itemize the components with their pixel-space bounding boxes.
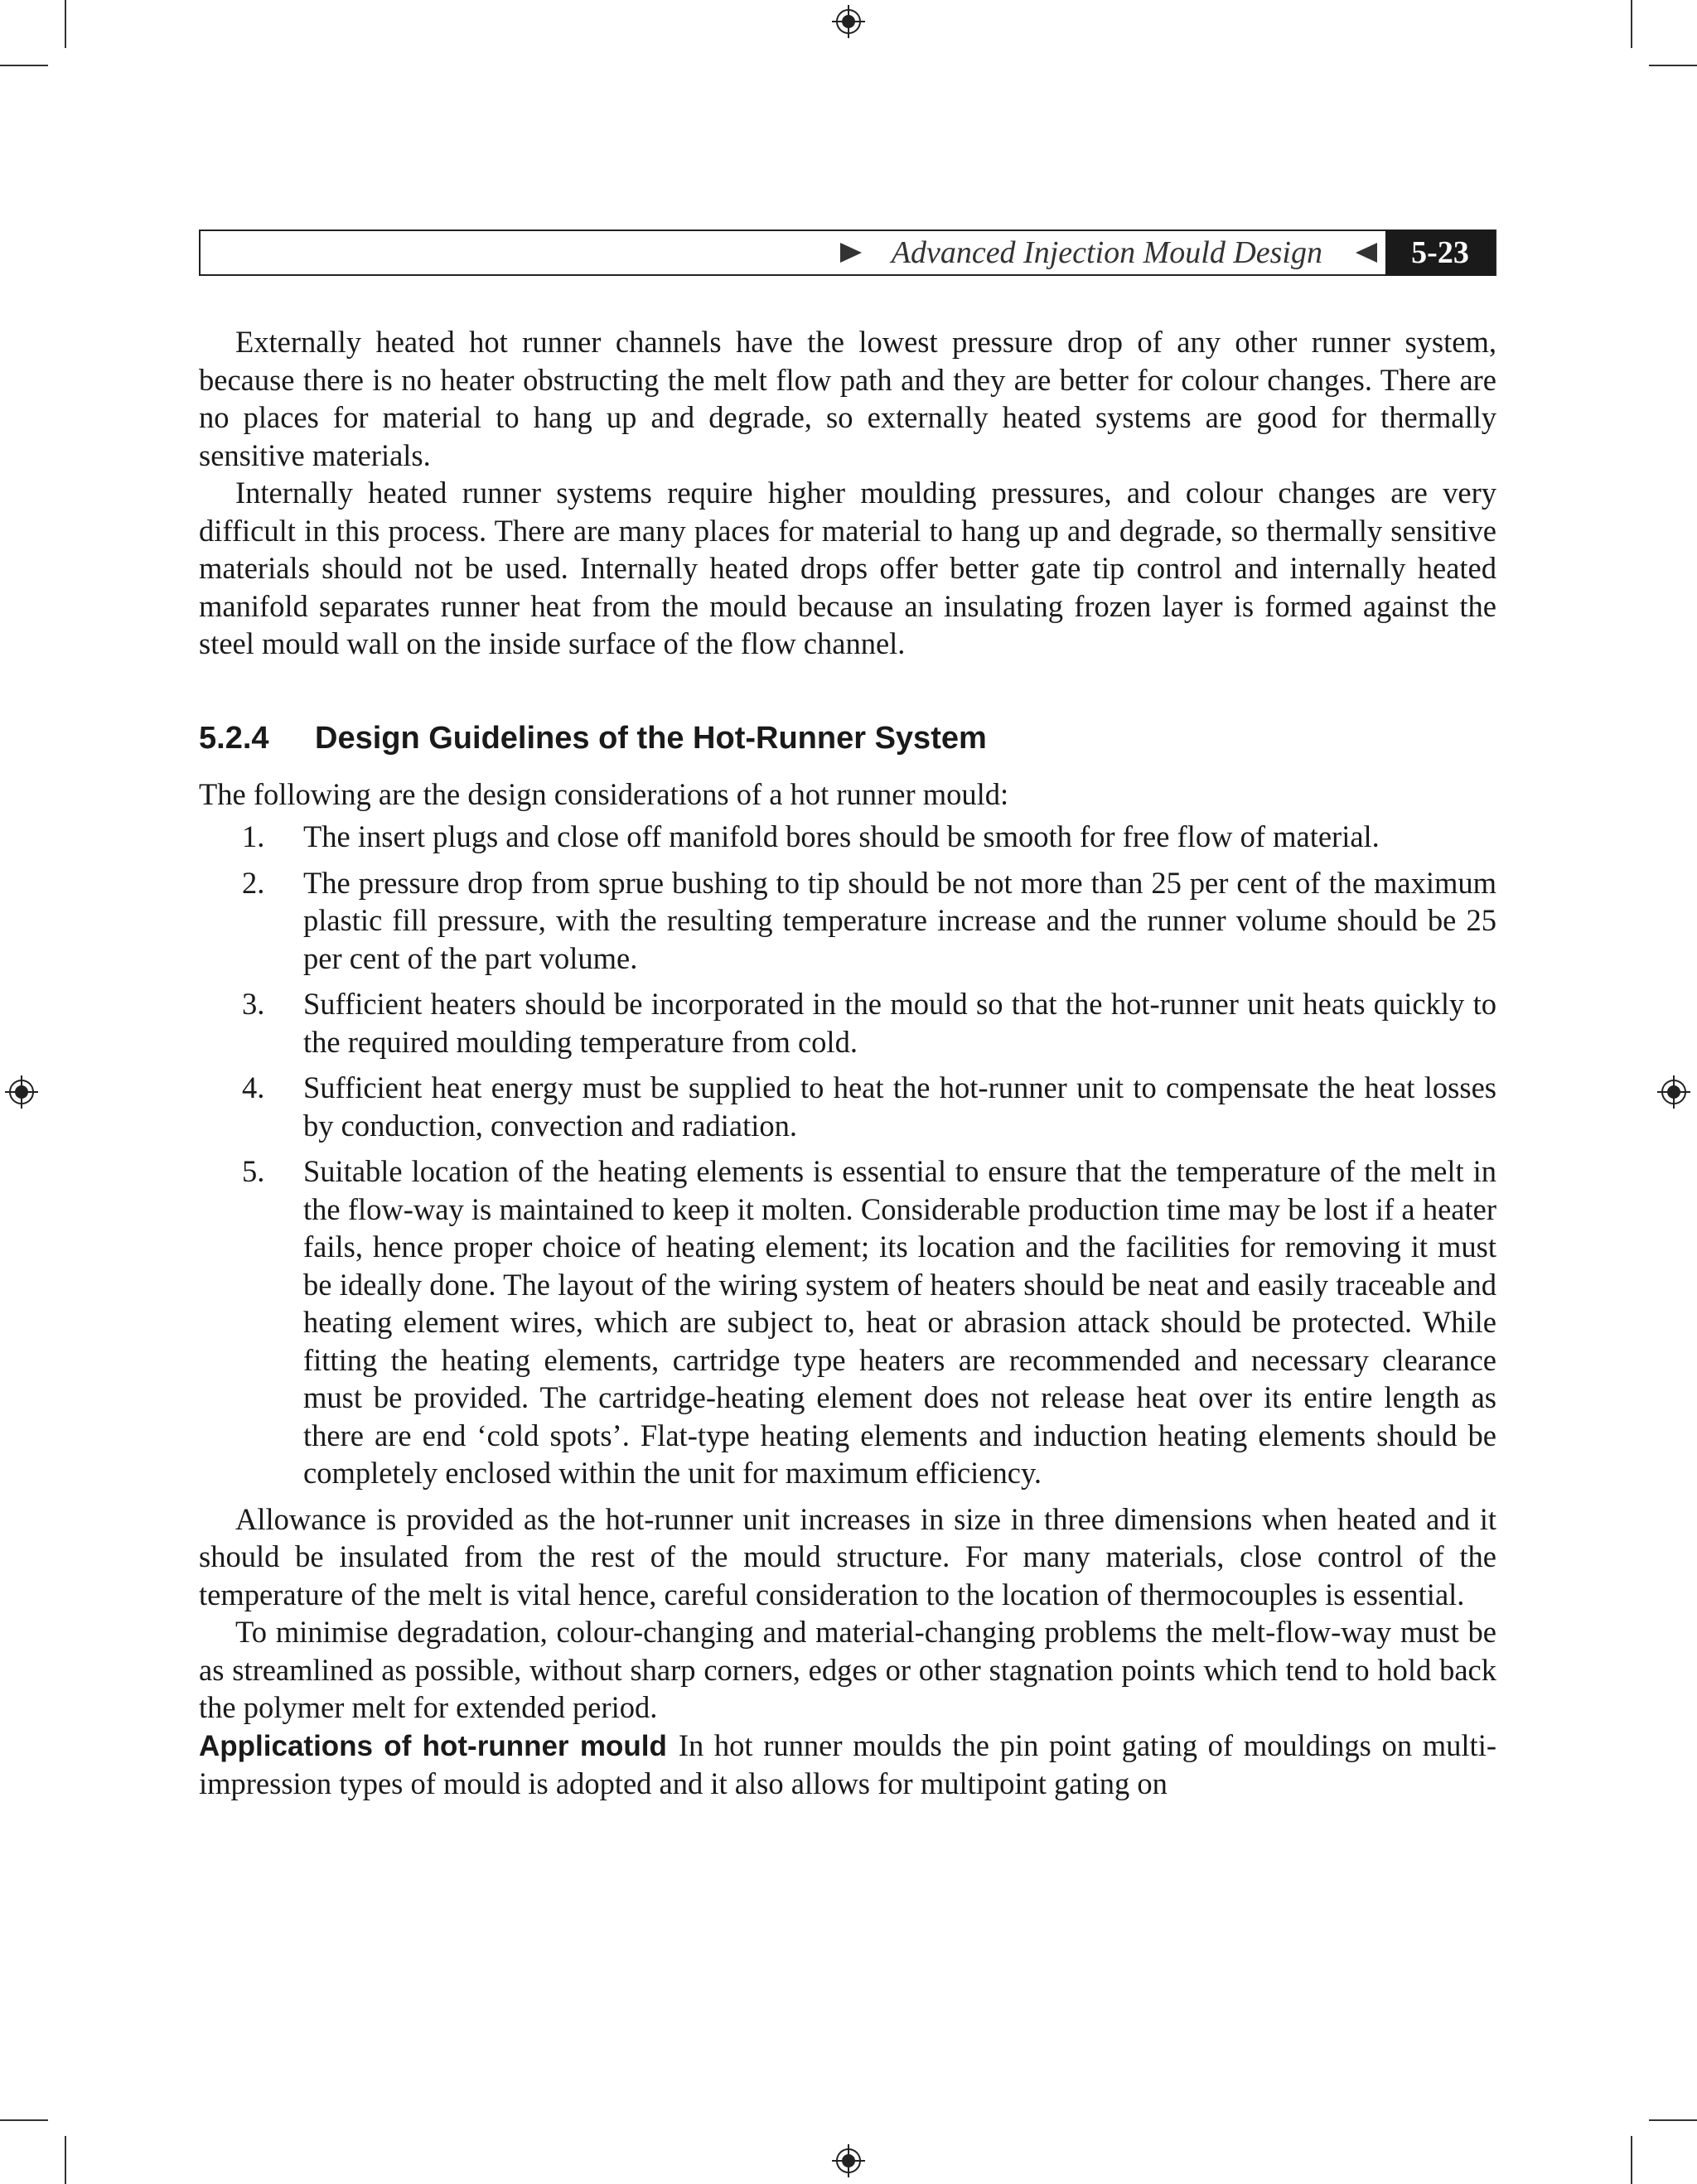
list-item-text: The pressure drop from sprue bushing to tip should be not more than 25 per cent of the maximum plastic fill pressure, with the resulting temperature increase and the runner volume should be 25 per cent of the part volume. [303, 865, 1496, 975]
arrow-right-icon [840, 243, 862, 263]
list-item-number: 2. [242, 865, 265, 900]
registration-mark-icon [832, 5, 865, 38]
paragraph-internal-heating: Internally heated runner systems require higher moulding pressures, and colour changes are very difficult in this process. There are many places for material to hang up and degrade, so thermally sensitive materials should not be used. Internally heated drops offer better gate tip control and internally heated manifold separates runner heat from the mould because an insulating frozen layer is formed against the steel mould wall on the inside surface of the flow channel. [199, 476, 1496, 660]
running-title-text: Advanced Injection Mould Design [891, 235, 1322, 270]
section-title: Design Guidelines of the Hot-Runner System [315, 720, 987, 756]
list-item [199, 818, 1496, 856]
applications-paragraph [199, 1727, 1496, 1803]
crop-mark-top-left-horizontal [0, 65, 48, 66]
list-item [199, 1069, 1496, 1144]
list-item-number: 3. [242, 987, 265, 1021]
page-body [199, 323, 1496, 1803]
guideline-list [199, 818, 1496, 1492]
crop-mark-bottom-right-vertical [1631, 2136, 1632, 2184]
registration-mark-icon [5, 1075, 38, 1109]
crop-mark-top-right-horizontal [1649, 65, 1697, 66]
section-intro: The following are the design considerations of a hot runner mould: [199, 776, 1009, 811]
running-header [199, 230, 1496, 276]
list-item-text: Suitable location of the heating elements is essential to ensure that the temperature of the melt in the flow-way is maintained to keep it molten. Considerable production time may be lost if a heater fails, hence proper choice of heating element; its location and the facilities for removing it must be ideally done. The layout of the wiring system of heaters should be neat and easily traceable and heating element wires, which are subject to, heat or abrasion attack should be protected. While fitting the heating elements, cartridge type heaters are recommended and necessary clearance must be provided. The cartridge-heating element does not release heat over its entire length as there are end ‘cold spots’. Flat-type heating elements and induction heating elements should be completely enclosed within the unit for maximum efficiency. [303, 1154, 1496, 1490]
list-item-number: 5. [242, 1154, 265, 1188]
running-title [840, 231, 1377, 274]
crop-mark-top-left-vertical [65, 0, 66, 48]
crop-mark-bottom-right-horizontal [1649, 2119, 1697, 2121]
section-heading [199, 719, 1496, 757]
crop-mark-bottom-left-vertical [65, 2136, 66, 2184]
crop-mark-bottom-left-horizontal [0, 2119, 48, 2121]
paragraph-allowance: Allowance is provided as the hot-runner unit increases in size in three dimensions when heated and it should be insulated from the rest of the mould structure. For many materials, close control of the temperature of the melt is vital hence, careful consideration to the location of thermocouples is essential. [199, 1501, 1496, 1611]
list-item-number: 1. [242, 819, 265, 853]
list-item-text: Sufficient heat energy must be supplied to heat the hot-runner unit to compensate the heat losses by conduction, convection and radiation. [303, 1070, 1496, 1143]
list-item-text: The insert plugs and close off manifold bores should be smooth for free flow of material. [303, 819, 1380, 853]
registration-mark-icon [832, 2144, 865, 2177]
page-number: 5-23 [1385, 230, 1495, 276]
arrow-left-icon [1356, 243, 1377, 263]
list-item [199, 985, 1496, 1061]
list-item [199, 1152, 1496, 1492]
section-number: 5.2.4 [199, 720, 269, 756]
list-item-number: 4. [242, 1070, 265, 1104]
list-item [199, 864, 1496, 978]
applications-heading: Applications of hot-runner mould [199, 1729, 667, 1762]
paragraph-external-heating: Externally heated hot runner channels have the lowest pressure drop of any other runner system, because there is no heater obstructing the melt flow path and they are better for colour changes. There are no places for material to hang up and degrade, so externally heated systems are good for thermally sensitive materials. [199, 325, 1496, 472]
paragraph-minimise-degradation: To minimise degradation, colour-changing and material-changing problems the melt-flow-way must be as streamlined as possible, without sharp corners, edges or other stagnation points which tend to hold back the polymer melt for extended period. [199, 1615, 1496, 1724]
registration-mark-icon [1657, 1075, 1690, 1109]
crop-mark-top-right-vertical [1631, 0, 1632, 48]
list-item-text: Sufficient heaters should be incorporated in the mould so that the hot-runner unit heats quickly to the required moulding temperature from cold. [303, 987, 1496, 1059]
applications-text: In hot runner moulds the pin point gating of mouldings on multi-impression types of mould is adopted and it also allows for multipoint gating on [199, 1727, 1496, 1800]
